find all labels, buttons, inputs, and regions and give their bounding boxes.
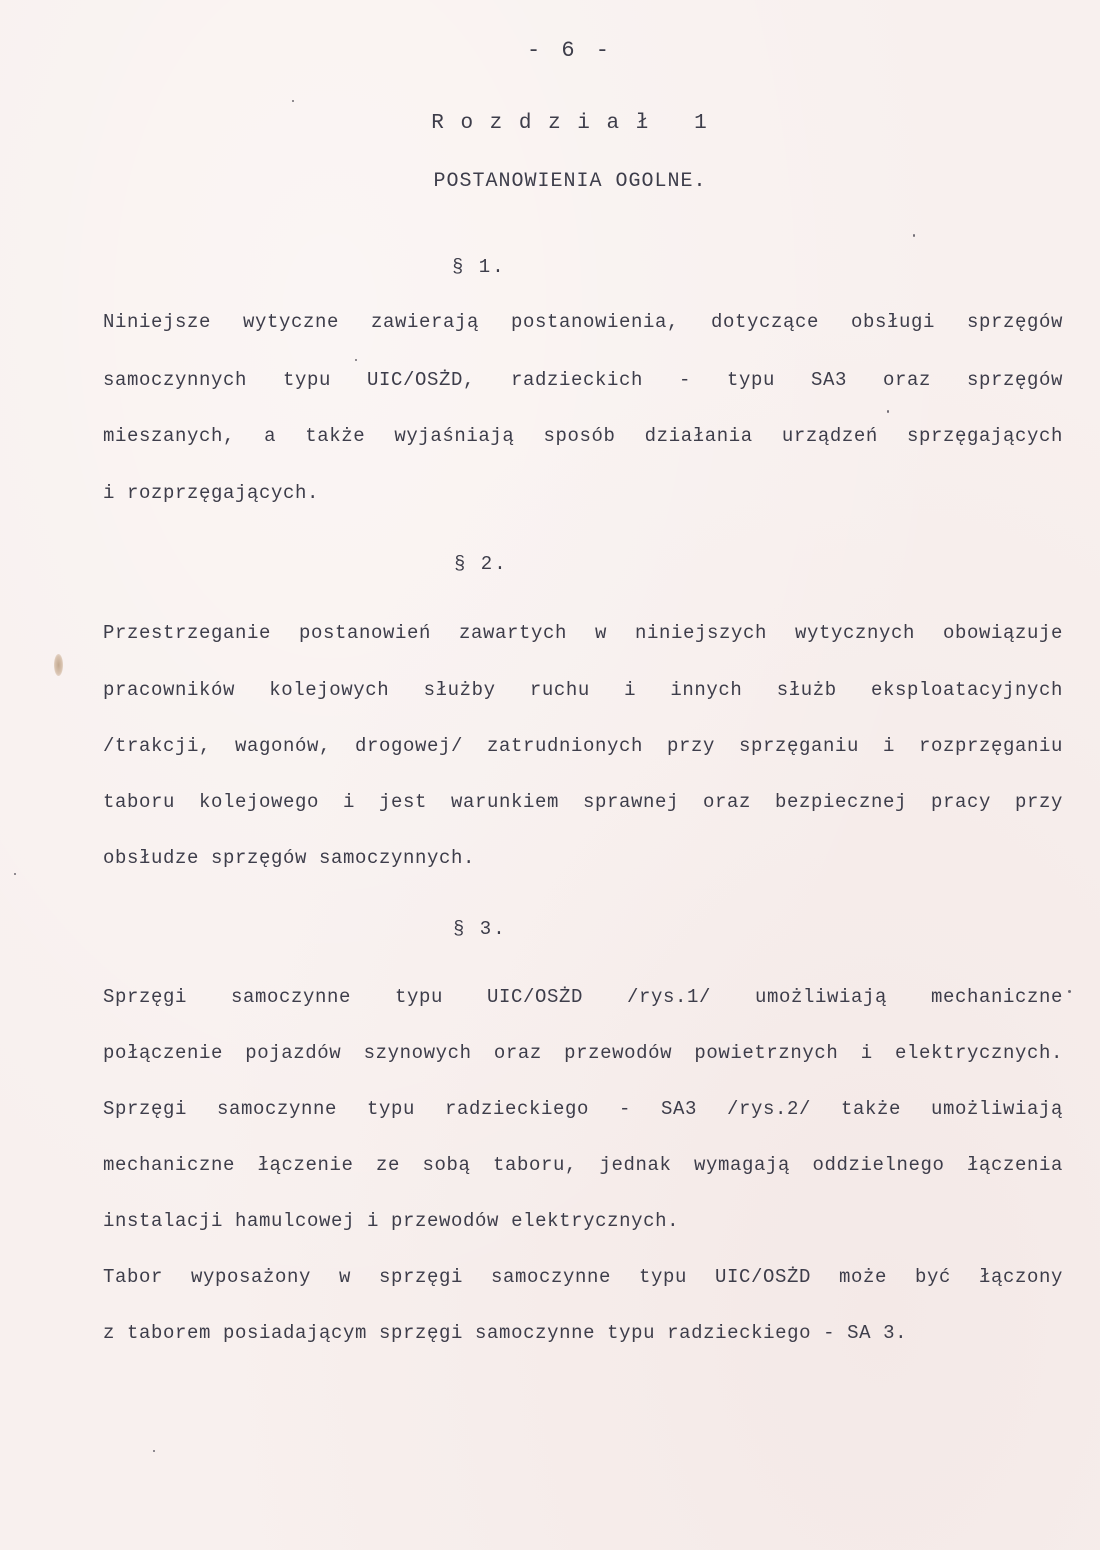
- page-number: - 6 -: [526, 38, 613, 63]
- section-3-line-1: Sprzęgi samoczynne typu UIC/OSŻD /rys.1/ umożliwiają mechaniczne: [103, 986, 1063, 1008]
- binder-hole-mark: [54, 654, 63, 676]
- section-3-line-2: połączenie pojazdów szynowych oraz przewodów powietrznych i elektrycznych.: [103, 1042, 1063, 1064]
- paper-speck: [292, 100, 294, 102]
- chapter-heading: R o z d z i a ł 1: [431, 112, 709, 135]
- section-2-line-5: obsłudze sprzęgów samoczynnych.: [103, 847, 476, 869]
- chapter-title: POSTANOWIENIA OGOLNE.: [433, 170, 707, 193]
- section-3-line-3: Sprzęgi samoczynne typu radzieckiego - SA3 /rys.2/ także umożliwiają: [103, 1098, 1063, 1120]
- paper-speck: [913, 234, 915, 237]
- section-3-line-7: z taborem posiadającym sprzęgi samoczynne typu radzieckiego - SA 3.: [103, 1322, 908, 1344]
- section-3-line-5: instalacji hamulcowej i przewodów elektrycznych.: [103, 1210, 680, 1232]
- section-3-line-6: Tabor wyposażony w sprzęgi samoczynne typu UIC/OSŻD może być łączony: [103, 1266, 1063, 1288]
- section-1-line-3: mieszanych, a także wyjaśniają sposób działania urządzeń sprzęgających: [103, 425, 1063, 447]
- section-mark-3: § 3.: [453, 918, 507, 940]
- section-2-line-2: pracowników kolejowych służby ruchu i innych służb eksploatacyjnych: [103, 679, 1063, 701]
- section-1-line-2: samoczynnych typu UIC/OSŻD, radzieckich - typu SA3 oraz sprzęgów: [103, 369, 1063, 391]
- section-2-line-1: Przestrzeganie postanowień zawartych w niniejszych wytycznych obowiązuje: [103, 622, 1063, 644]
- paper-speck: [14, 873, 16, 875]
- section-1-line-4: i rozprzęgających.: [103, 482, 320, 504]
- section-2-line-4: taboru kolejowego i jest warunkiem sprawnej oraz bezpiecznej pracy przy: [103, 791, 1063, 813]
- section-mark-2: § 2.: [454, 553, 508, 575]
- paper-speck: [1068, 990, 1071, 993]
- paper-speck: [153, 1450, 155, 1452]
- section-2-line-3: /trakcji, wagonów, drogowej/ zatrudnionych przy sprzęganiu i rozprzęganiu: [103, 735, 1063, 757]
- section-mark-1: § 1.: [452, 256, 506, 278]
- section-1-line-1: Niniejsze wytyczne zawierają postanowienia, dotyczące obsługi sprzęgów: [103, 311, 1063, 333]
- section-3-line-4: mechaniczne łączenie ze sobą taboru, jednak wymagają oddzielnego łączenia: [103, 1154, 1063, 1176]
- paper-speck: [355, 359, 357, 361]
- paper-speck: [887, 410, 889, 413]
